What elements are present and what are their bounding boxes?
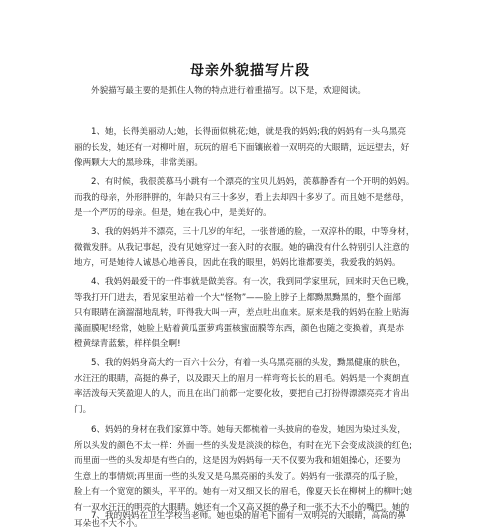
paragraph-line: 生意上的事情烦;再里面一些的头发又是乌黑亮丽的头发了。妈妈有一张漂亮的瓜子脸， <box>74 471 404 482</box>
paragraph-line: 丽的长发，她还有一对柳叶眉，玩玩的眉毛下面镶嵌着一双明亮的大眼睛，远远望去，好 <box>74 142 410 153</box>
paragraph-1 <box>74 125 430 172</box>
paragraph-line: 3、我的妈妈并不漂亮，三十几岁的年纪，一张普通的脸，一双淳朴的眼，中等身材， <box>91 227 415 237</box>
paragraph-line: 藻面膜呢!经常，她脸上贴着黄瓜蛋萝鸡蛋核蜜面膜等东西，颜色也随之变换着，真是赤 <box>74 323 405 334</box>
paragraph-line: 有一双水汪汪的明亮的大眼睛。她还有一个又高又挺的鼻子和一张不大不小的嘴巴。她的 <box>74 502 410 513</box>
paragraph-4 <box>74 275 430 353</box>
paragraph-5 <box>74 356 430 418</box>
paragraph-line: 4、我妈妈最爱干的一件事就是做美容。有一次，我到同学家里玩，回来时天色已晚， <box>91 277 415 287</box>
paragraph-line: 只有眼睛在滴溜溜地乱转，吓得我大叫一声，差点吐出血来。原来是我的妈妈在脸上贴海 <box>74 308 410 319</box>
paragraph-line: 而里面一些的头发却是有些白的，这是因为妈妈每一天不仅要为我和姐姐操心，还要为 <box>74 456 401 467</box>
paragraph-7 <box>74 509 430 525</box>
paragraph-line: 2、有时候，我很羡慕马小跳有一个漂亮的宝贝儿妈妈，羡慕静香有一个开明的妈妈。 <box>91 177 415 187</box>
paragraph-line: 而我的母亲，外形胖胖的，年龄只有三十多岁，看上去却四十多岁了。而且她不是慈母， <box>74 192 410 203</box>
paragraph-line: 脸上有一个宽宽的额头，平平的。她有一对又细又长的眉毛，像夏天长在柳树上的柳叶;她 <box>74 487 413 498</box>
paragraph-line: 微微发胖。从我记事起，没有见她穿过一套入时的衣服。她的确没有什么特别引人注意的 <box>74 242 410 253</box>
paragraph-line: 橙黄绿青蓝紫，样样俱全啊! <box>74 339 181 350</box>
intro-line: 外貌描写最主要的是抓住人物的特点进行着重描写。以下是，欢迎阅读。 <box>91 86 367 96</box>
document-title: 母亲外貌描写片段 <box>190 63 310 79</box>
paragraph-line: 地方，可是她待人诚恳心地善良，因此在我的眼里，妈妈比谁都要美，我爱我的妈妈。 <box>74 258 401 269</box>
paragraph-line: 6、妈妈的身材在我们家算中等。她每天都梳着一头披肩的卷发，她因为染过头发， <box>91 425 406 435</box>
paragraph-2 <box>74 175 430 222</box>
paragraph-line: 门。 <box>74 404 92 415</box>
paragraph-line: 率活泼每天笑盈迎人的人，而且在出门前都一定要化妆，要把自己打扮得漂漂亮亮才肯出 <box>74 389 410 400</box>
paragraph-line: 1、她，长得美丽动人;她，长得面似桃花;她，就是我的妈妈;我的妈妈有一头乌黑亮 <box>91 127 406 137</box>
paragraph-line: 等我打开门进去，看见家里站着一个大“怪物”——脸上脖子上都黝黑黝黑的，整个面部 <box>74 292 401 303</box>
paragraph-line: 水汪汪的眼睛，高挺的鼻子，以及跟天上的眉月一样弯弯长长的眉毛。妈妈是一个爽朗直 <box>74 373 410 384</box>
paragraph-line: 7、我的妈妈在卫生学校当老师。她也染的眉毛下面有一双明亮的大眼睛，高高的鼻 <box>91 511 406 521</box>
paragraph-3 <box>74 225 430 272</box>
paragraph-line: 所以头发的颜色不太一样：外面一些的头发是淡淡的棕色，有时在光下会变成淡淡的红色; <box>74 440 413 451</box>
paragraph-line: 耳朵也不大不小。 <box>74 518 143 529</box>
paragraph-line: 5、我的妈妈身高大约一百六十公分，有着一头乌黑亮丽的头发，黝黑健康的肤色， <box>91 358 406 368</box>
paragraph-line: 是一个严厉的母亲。但是，她在我心中，是美好的。 <box>74 208 272 219</box>
intro-paragraph <box>74 84 430 100</box>
paragraph-line: 像两颗大大的黑珍珠，非常美丽。 <box>74 158 203 169</box>
